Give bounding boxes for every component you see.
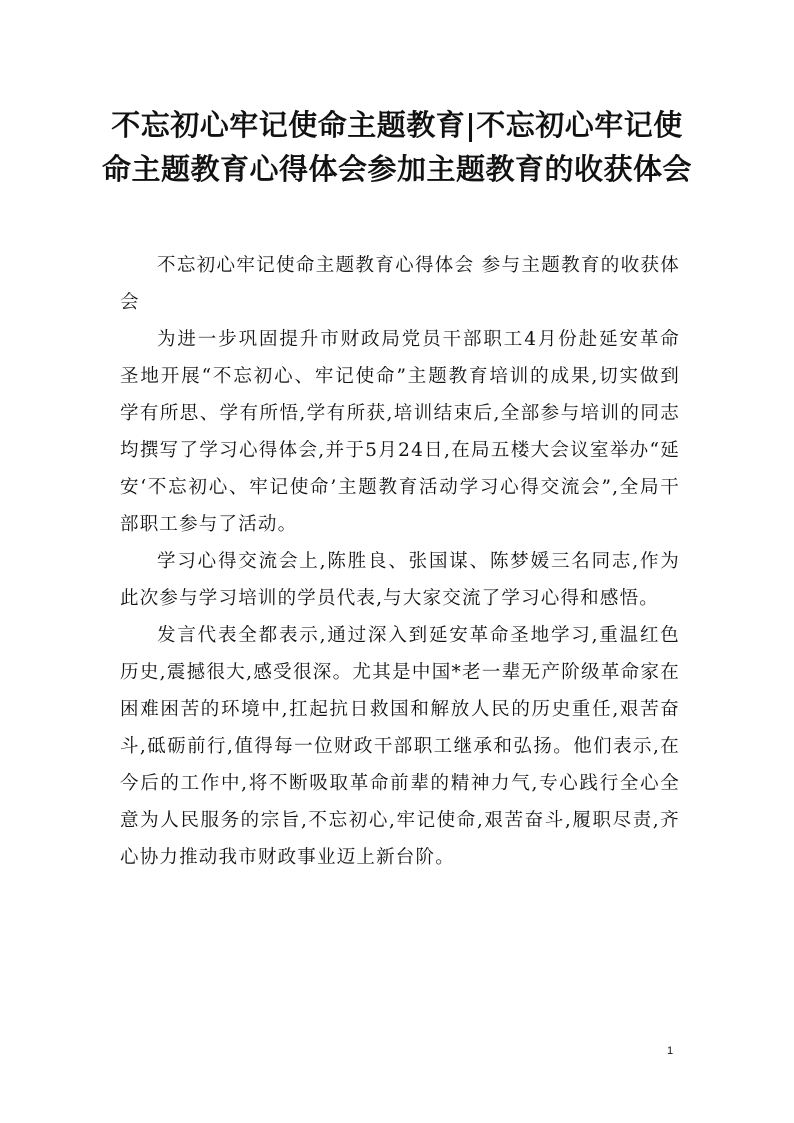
document-body xyxy=(120,247,680,876)
paragraph-subtitle: 不忘初心牢记使命主题教育心得体会 参与主题教育的收获体会 xyxy=(120,255,680,313)
page-number: 1 xyxy=(666,1045,674,1057)
paragraph-exchange-meeting: 学习心得交流会上,陈胜良、张国谋、陈梦媛三名同志,作为此次参与学习培训的学员代表,与大家交流了学习心得和感悟。 xyxy=(120,551,680,609)
paragraph-background: 为进一步巩固提升市财政局党员干部职工4月份赴延安革命圣地开展“不忘初心、牢记使命”主题教育培训的成果,切实做到学有所思、学有所悟,学有所获,培训结束后,全部参与培训的同志均撰写了学习心得体会,并于5月24日,在局五楼大会议室举办“延安‘不忘初心、牢记使命’主题教育活动学习心得交流会”,全局干部职工参与了活动。 xyxy=(120,329,680,535)
paragraph-speaker-reflections: 发言代表全都表示,通过深入到延安革命圣地学习,重温红色历史,震撼很大,感受很深。尤其是中国*老一辈无产阶级革命家在困难困苦的环境中,扛起抗日救国和解放人民的历史重任,艰苦奋斗,砥砺前行,值得每一位财政干部职工继承和弘扬。他们表示,在今后的工作中,将不断吸取革命前辈的精神力气,专心践行全心全意为人民服务的宗旨,不忘初心,牢记使命,艰苦奋斗,履职尽责,齐心协力推动我市财政事业迈上新台阶。 xyxy=(120,625,680,868)
document-title: 不忘初心牢记使命主题教育|不忘初心牢记使命主题教育心得体会参加主题教育的收获体会 xyxy=(101,108,692,186)
